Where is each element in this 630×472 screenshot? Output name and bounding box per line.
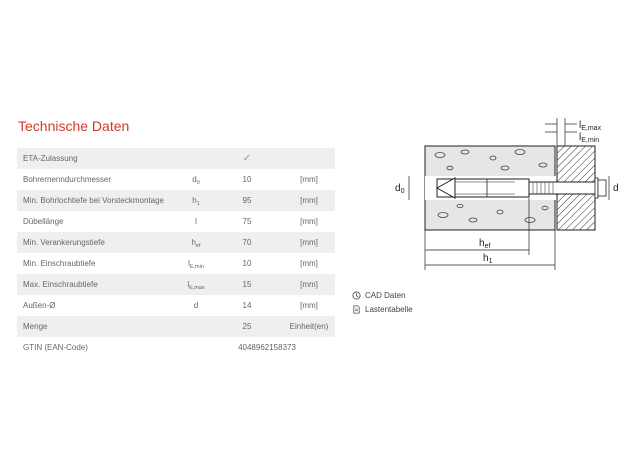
download-links	[352, 288, 413, 316]
row-symbol: l	[195, 217, 197, 226]
technical-data-table	[17, 148, 335, 358]
row-value: 15	[242, 280, 252, 289]
table-row	[17, 169, 335, 190]
gtin-value: 4048962158373	[238, 343, 296, 352]
section-title: Technische Daten	[18, 118, 130, 134]
table-row	[17, 274, 335, 295]
row-unit: [mm]	[300, 217, 318, 226]
row-value: ✓	[242, 153, 252, 164]
row-value: 95	[242, 196, 252, 205]
table-row	[17, 190, 335, 211]
row-label: Außen-Ø	[23, 301, 56, 310]
row-unit: [mm]	[300, 238, 318, 247]
row-unit: Einheit(en)	[289, 322, 329, 331]
load-table-link[interactable]	[352, 302, 413, 316]
row-label: ETA-Zulassung	[23, 154, 78, 163]
row-label: Dübellänge	[23, 217, 64, 226]
washer	[595, 178, 598, 198]
table-row	[17, 295, 335, 316]
cad-icon	[352, 291, 361, 300]
row-symbol: $h_1$	[192, 196, 200, 207]
row-value: 75	[242, 217, 252, 226]
row-value: 10	[242, 259, 252, 268]
row-symbol: $l_{E,max}$	[187, 280, 205, 291]
gtin-label: GTIN (EAN-Code)	[23, 343, 88, 352]
row-unit: [mm]	[300, 280, 318, 289]
row-label: Min. Verankerungstiefe	[23, 238, 105, 247]
row-label: Min. Bohrlochtiefe bei Vorsteckmontage	[23, 196, 164, 205]
table-row	[17, 232, 335, 253]
label-hef: $h_{ef}$	[479, 238, 491, 250]
table-row	[17, 316, 335, 337]
row-value: 25	[242, 322, 252, 331]
threaded-rod	[529, 182, 601, 194]
cad-data-label: CAD Daten	[365, 290, 406, 300]
gtin-row	[17, 337, 335, 358]
table-row	[17, 148, 335, 169]
row-unit: [mm]	[300, 301, 318, 310]
load-table-label: Lastentabelle	[365, 304, 413, 314]
row-value: 70	[242, 238, 252, 247]
row-symbol: $h_{ef}$	[191, 238, 201, 249]
row-symbol: $l_{E,min}$	[188, 259, 204, 270]
label-le-min: $l_{E,min}$	[579, 132, 600, 144]
table-row	[17, 253, 335, 274]
row-unit: [mm]	[300, 175, 318, 184]
hex-nut	[598, 180, 606, 196]
label-le-max: $l_{E,max}$	[579, 120, 602, 132]
row-symbol: d	[193, 301, 199, 310]
label-d: d	[613, 183, 619, 194]
row-unit: [mm]	[300, 259, 318, 268]
cad-data-link[interactable]	[352, 288, 413, 302]
row-label: Menge	[23, 322, 48, 331]
row-label: Max. Einschraubtiefe	[23, 280, 98, 289]
row-value: 14	[242, 301, 252, 310]
document-icon	[352, 305, 361, 314]
row-label: Min. Einschraubtiefe	[23, 259, 96, 268]
row-value: 10	[242, 175, 252, 184]
row-unit: [mm]	[300, 196, 318, 205]
table-row	[17, 211, 335, 232]
label-d0: $d_0$	[395, 183, 405, 195]
label-h1: $h_1$	[483, 253, 493, 265]
anchor-diagram	[395, 110, 625, 285]
row-label: Bohrernenndurchmesser	[23, 175, 112, 184]
row-symbol: $d_0$	[192, 175, 200, 186]
